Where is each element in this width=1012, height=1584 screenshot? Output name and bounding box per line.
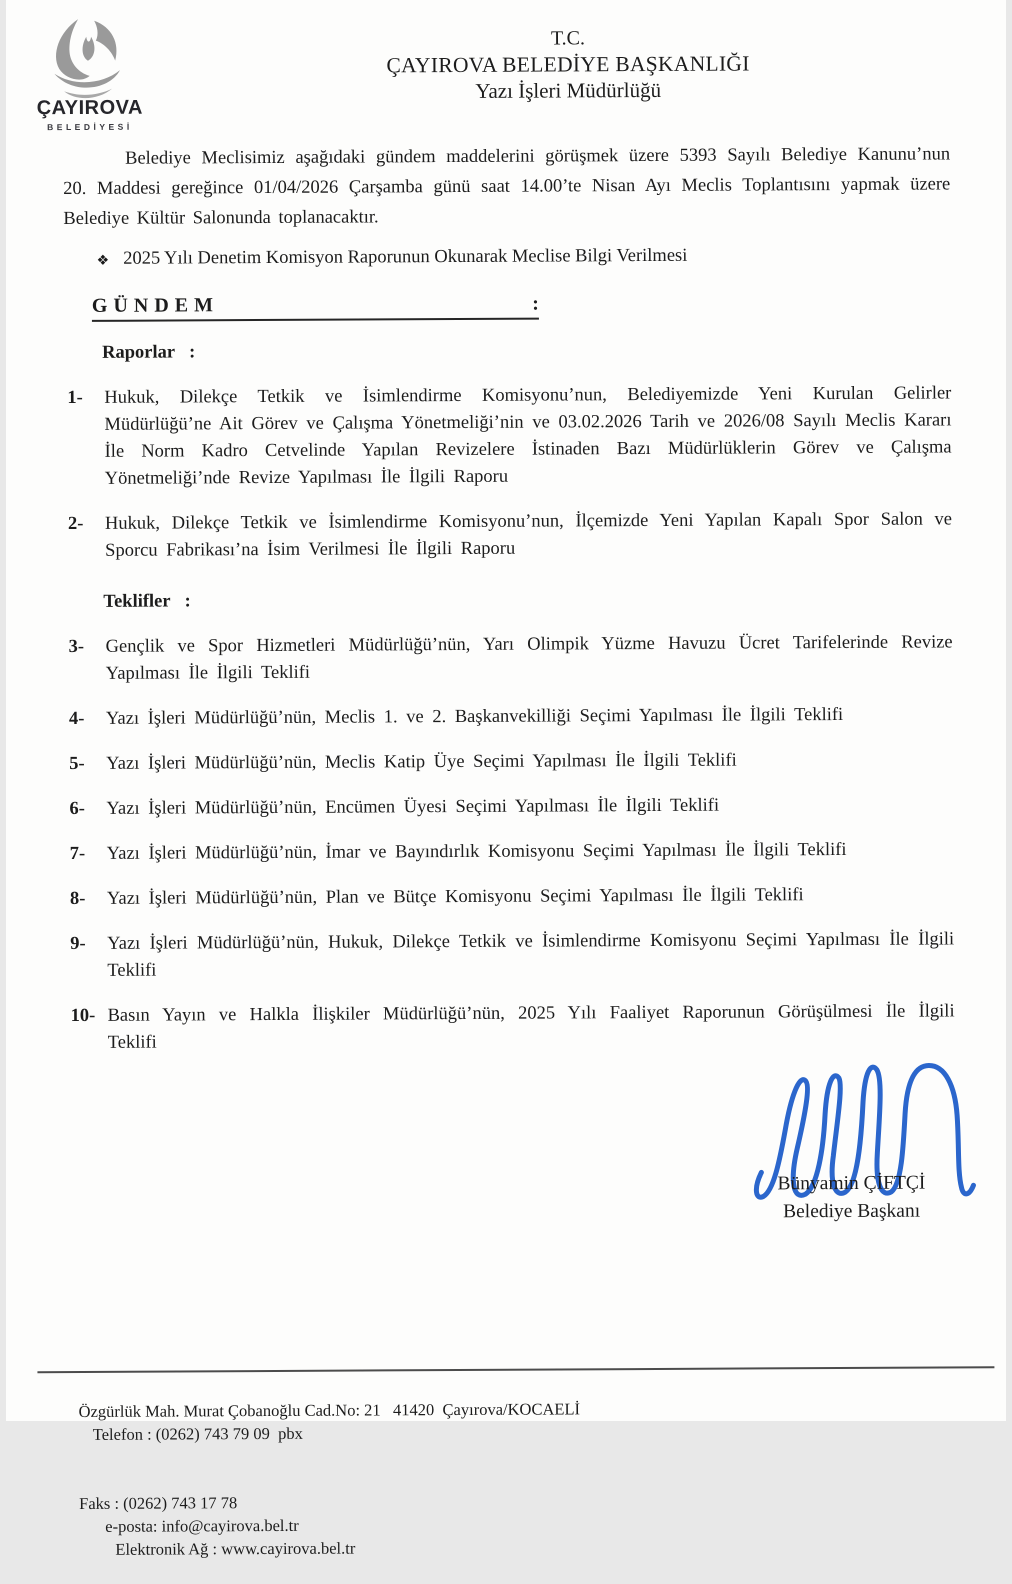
section-label-text: Teklifler [103, 591, 171, 612]
item-text: Yazı İşleri Müdürlüğü’nün, Meclis Katip Üye Seçimi Yapılması İle İlgili Teklifi [106, 750, 737, 774]
document-body [63, 139, 955, 1057]
agenda-item-5 [69, 746, 953, 778]
item-number: 2- [67, 513, 84, 535]
notice-row [64, 241, 951, 273]
agenda-item-9 [70, 926, 954, 985]
section-label-text: Raporlar [102, 342, 176, 363]
agenda-item-1 [67, 380, 952, 493]
footer-phone: Telefon : (0262) 743 79 09 pbx [92, 1423, 303, 1444]
agenda-item-8 [70, 881, 954, 913]
logo-tulip-icon [41, 16, 137, 97]
notice-text: 2025 Yılı Denetim Komisyon Raporunun Okunarak Meclise Bilgi Verilmesi [123, 245, 688, 269]
footer-web: Elektronik Ağ : www.cayirova.bel.tr [115, 1538, 356, 1559]
page-footer [12, 1366, 1012, 1584]
item-text: Hukuk, Dilekçe Tetkik ve İsimlendirme Komisyonu’nun, İlçemizde Yeni Yapılan Kapalı Spor Salon ve Sporcu Fabrikası’na İsim Verilmesi İle İlgili Raporu [104, 509, 953, 561]
item-text: Yazı İşleri Müdürlüğü’nün, Meclis 1. ve 2. Başkanvekilliği Seçimi Yapılması İle İlgili Teklifi [105, 704, 844, 729]
scanned-document-page [6, 0, 1006, 1559]
agenda-item-7 [70, 836, 954, 868]
footer-line-1 [45, 1372, 1012, 1469]
footer-line-2 [46, 1464, 1012, 1584]
footer-email: e-posta: info@cayirova.bel.tr [105, 1515, 299, 1536]
department-title: Yazı İşleri Müdürlüğü [475, 77, 662, 103]
section-label-teklifler [103, 584, 952, 615]
item-number: 10- [70, 1005, 96, 1027]
item-text: Basın Yayın ve Halkla İlişkiler Müdürlüğü’nün, 2025 Yılı Faaliyet Raporunun Görüşülmesi İle İlgili Teklifi [107, 1001, 955, 1053]
item-text: Hukuk, Dilekçe Tetkik ve İsimlendirme Komisyonu’nun, Belediyemizde Yeni Kurulan Gelirler Müdürlüğü’ne Ait Görev ve Çalışma Yönetmeliği’nin ve 03.02.2026 Tarih ve 2026/08 Sayılı Meclis Kararı İle Norm Kadro Cetvelinde Yapılan Revizelere İstinaden Bazı Müdürlüklerin Görev ve Çalışma Yönetmeliği’nde Revize Yapılması İle İlgili Raporu [104, 383, 952, 489]
agenda-item-10 [71, 998, 955, 1057]
intro-paragraph: Belediye Meclisimiz aşağıdaki gündem maddelerini görüşmek üzere 5393 Sayılı Belediye Kanunu’nun 20. Maddesi gereğince 01/04/2026 Çarşamba günü saat 14.00’te Nisan Ayı Meclis Toplantısını yapmak üzere Belediye Kültür Salonunda toplanacaktır. [63, 144, 951, 230]
agenda-heading-colon: : [532, 292, 539, 315]
diamond-bullet-icon: ❖ [96, 252, 110, 269]
item-text: Gençlik ve Spor Hizmetleri Müdürlüğü’nün, Yarı Olimpik Yüzme Havuzu Ücret Tarifelerinde Revize Yapılması İle İlgili Teklifi [105, 632, 953, 684]
signatory-title: Belediye Başkanı [783, 1200, 921, 1223]
agenda-item-6 [69, 791, 953, 823]
item-number: 6- [69, 798, 85, 820]
agenda-heading [92, 293, 539, 322]
item-number: 5- [69, 753, 85, 775]
item-text: Yazı İşleri Müdürlüğü’nün, Encümen Üyesi Seçimi Yapılması İle İlgili Teklifi [106, 795, 720, 819]
item-number: 8- [69, 888, 86, 910]
section-label-raporlar [102, 335, 951, 366]
item-text: Yazı İşleri Müdürlüğü’nün, İmar ve Bayındırlık Komisyonu Seçimi Yapılması İle İlgili Teklifi [106, 839, 847, 864]
signature-block [759, 1169, 943, 1226]
agenda-item-4 [69, 701, 953, 733]
item-text: Yazı İşleri Müdürlüğü’nün, Plan ve Bütçe Komisyonu Seçimi Yapılması İle İlgili Teklifi [106, 885, 804, 909]
republic-title: T.C. [550, 27, 586, 50]
item-text: Yazı İşleri Müdürlüğü’nün, Hukuk, Dilekçe Tetkik ve İsimlendirme Komisyonu Seçimi Yapılması İle İlgili Teklifi [107, 929, 955, 981]
logo-name: ÇAYIROVA [36, 96, 143, 120]
footer-fax: Faks : (0262) 743 17 78 [79, 1493, 238, 1513]
signatory-name: Bünyamin ÇİFTÇİ [777, 1172, 926, 1195]
municipality-logo [33, 16, 146, 133]
authority-title: ÇAYIROVA BELEDİYE BAŞKANLIĞI [386, 51, 750, 78]
item-number: 9- [70, 933, 86, 955]
agenda-heading-text: GÜNDEM [91, 294, 220, 317]
agenda-item-3 [69, 629, 953, 688]
item-number: 3- [68, 636, 85, 658]
item-number: 7- [69, 843, 86, 865]
logo-subtitle: BELEDİYESİ [47, 121, 133, 133]
section-label-colon: : [189, 342, 196, 363]
item-number: 1- [67, 387, 83, 409]
agenda-item-2 [68, 506, 952, 565]
footer-address: Özgürlük Mah. Murat Çobanoğlu Cad.No: 21 41420 Çayırova/KOCAELİ [78, 1399, 581, 1421]
item-number: 4- [68, 708, 85, 730]
section-label-colon: : [184, 591, 191, 612]
page-content [5, 0, 1012, 1559]
document-header [130, 23, 1005, 106]
